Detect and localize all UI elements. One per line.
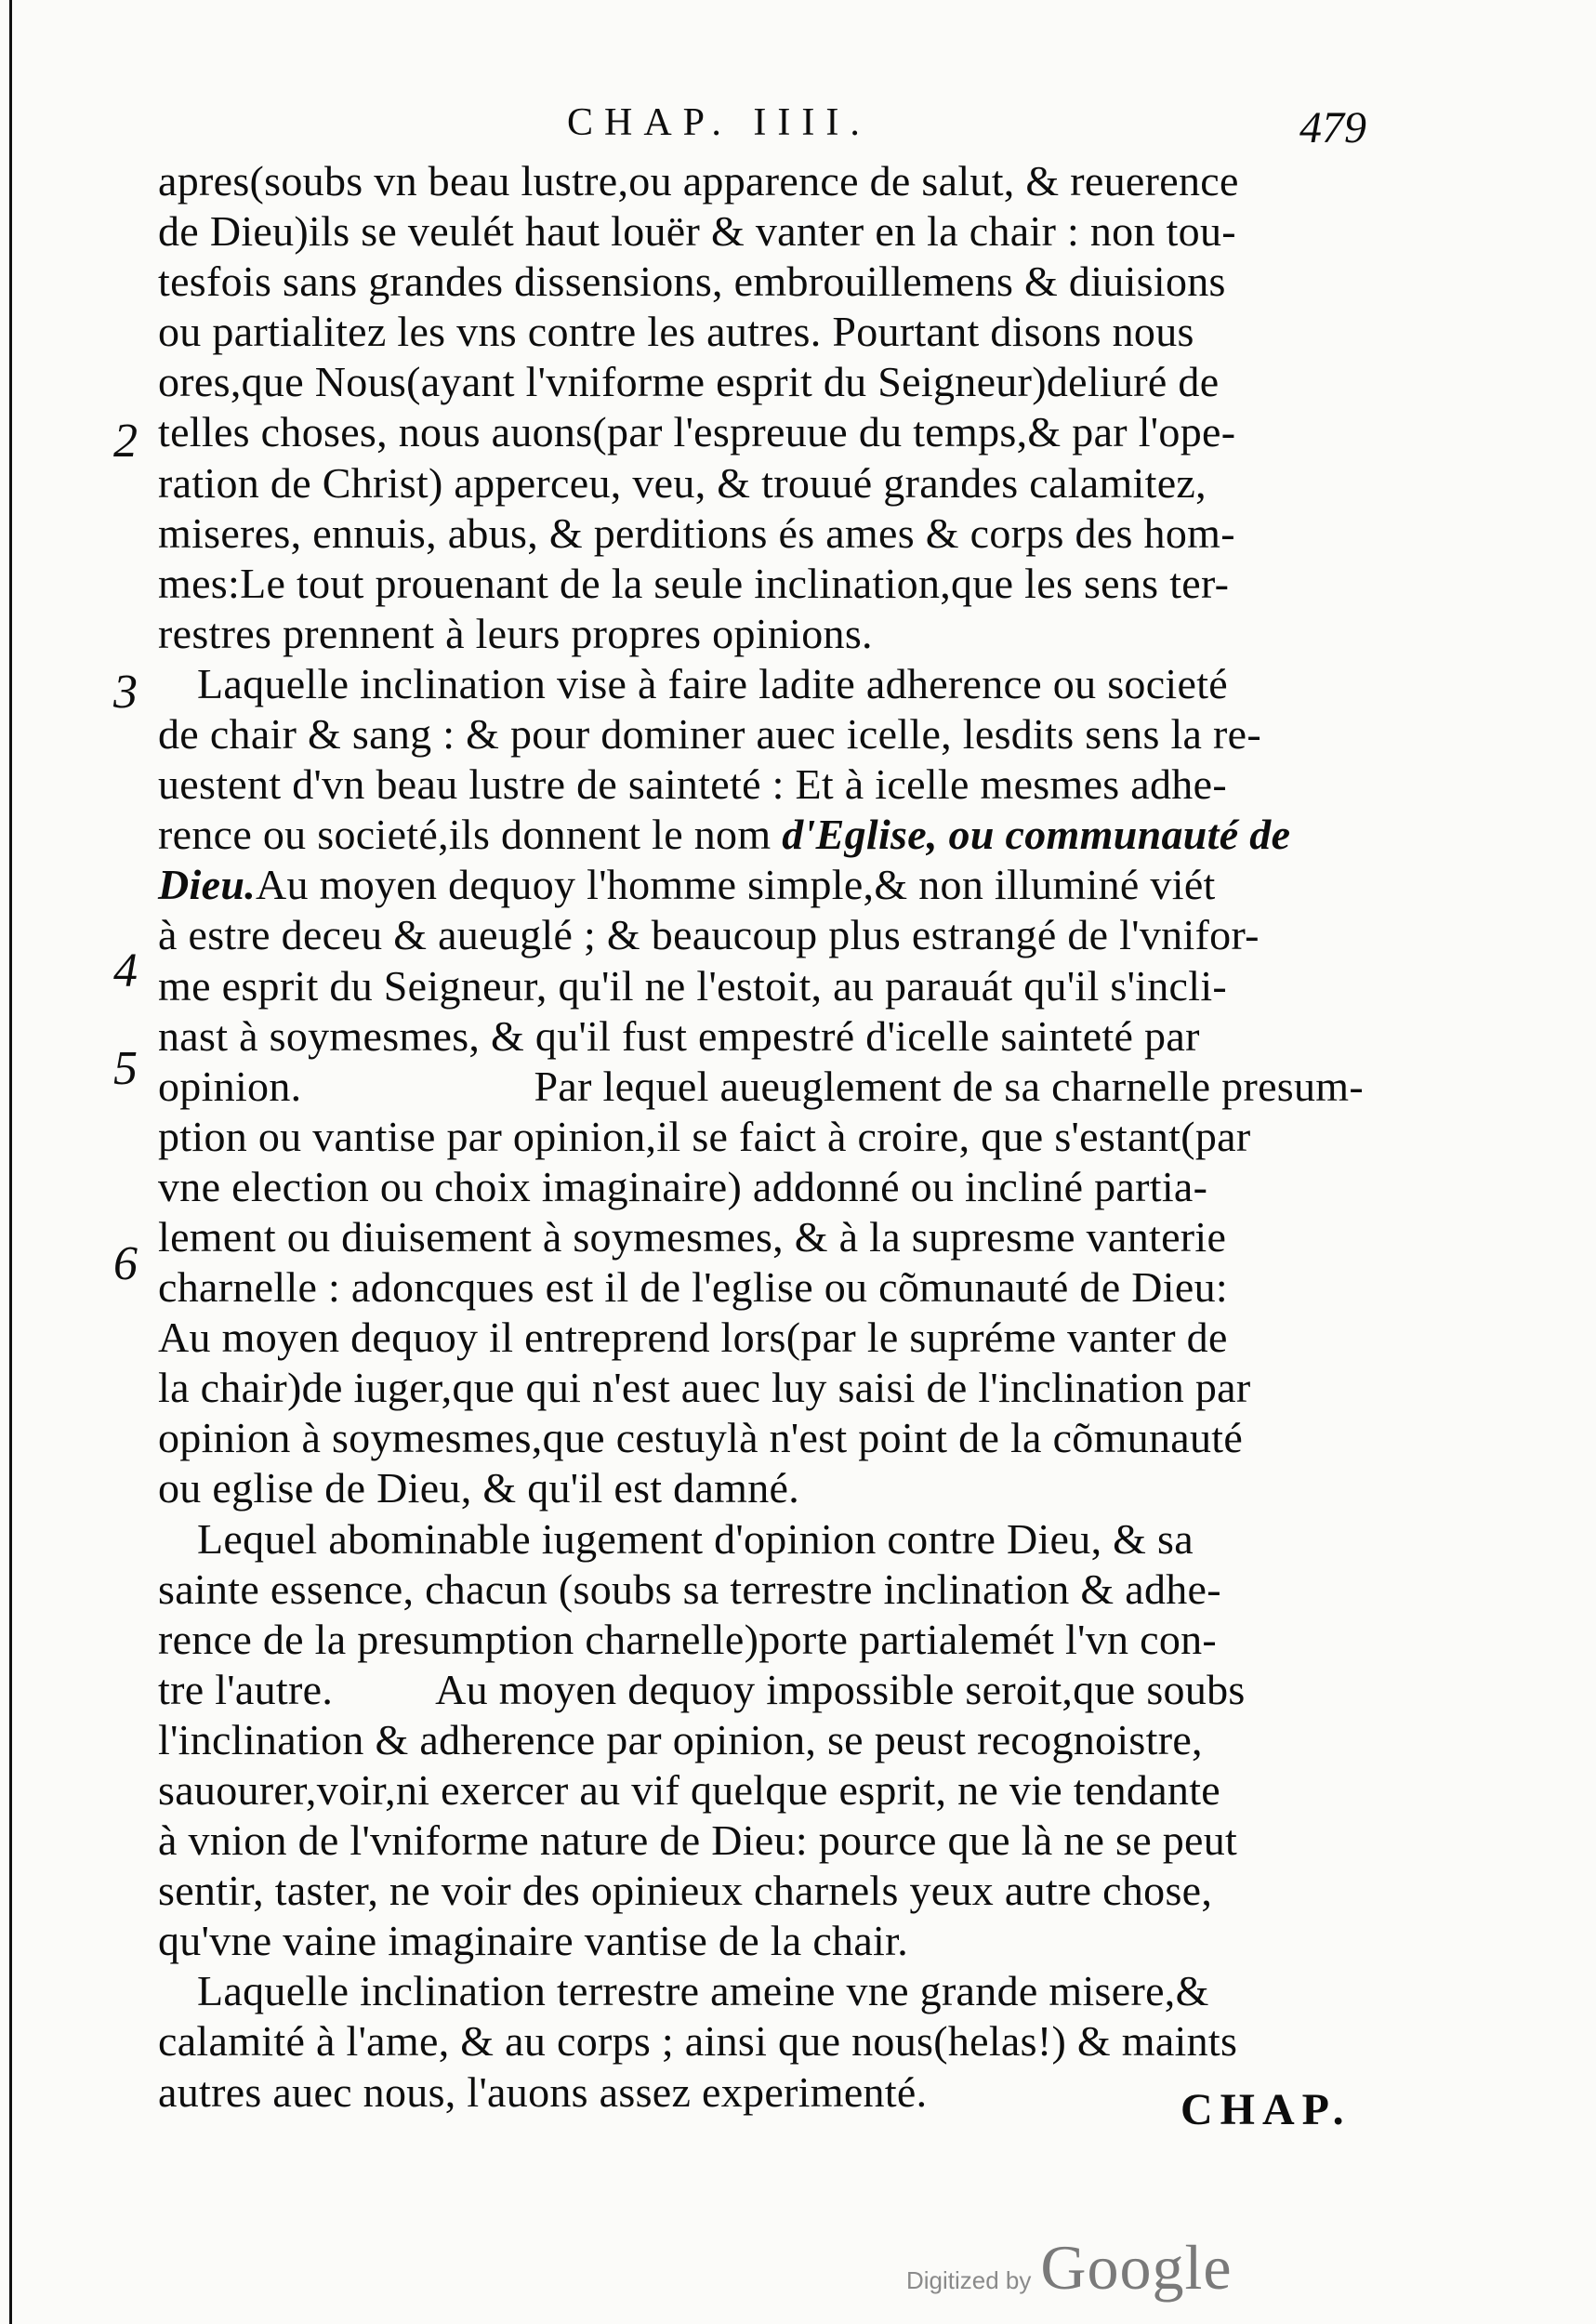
margin-number-2: 2 — [113, 415, 138, 468]
text-segment: Au moyen dequoy l'homme simple,& non illuminé viét — [256, 861, 1216, 909]
text-segment: rence ou societé,ils donnent le nom — [158, 811, 783, 859]
google-logo-text: Google — [1040, 2232, 1233, 2303]
text-line: nast à soymesmes, & qu'il fust empestré d'icelle sainteté par — [158, 1011, 1200, 1060]
text-line: tesfois sans grandes dissensions, embrouillemens & diuisions — [158, 257, 1226, 306]
digitized-by-label: Digitized by — [906, 2266, 1032, 2294]
text-line: qu'vne vaine imaginaire vantise de la chair. — [158, 1917, 909, 1965]
text-line: Laquelle inclination vise à faire ladite adherence ou societé — [197, 659, 1229, 707]
text-segment: tre l'autre. — [158, 1665, 334, 1713]
italic-phrase-dieu: Dieu. — [158, 861, 256, 909]
text-segment: Par lequel aueuglement de sa charnelle presum- — [534, 1062, 1365, 1110]
text-line: telles choses, nous auons(par l'espreuue du temps,& par l'ope- — [158, 408, 1236, 456]
text-line: apres(soubs vn beau lustre,ou apparence de salut, & reuerence — [158, 157, 1239, 205]
text-line: ou eglise de Dieu, & qu'il est damné. — [158, 1464, 800, 1512]
running-head: CHAP. IIII. — [567, 101, 871, 144]
margin-number-4: 4 — [113, 944, 138, 997]
margin-number-3: 3 — [113, 666, 138, 719]
text-line-split — [158, 1665, 1366, 1715]
text-line: à estre deceu & aueuglé ; & beaucoup plus estrangé de l'vnifor- — [158, 911, 1260, 959]
text-line: calamité à l'ame, & au corps ; ainsi que nous(helas!) & maints — [158, 2017, 1238, 2066]
digitized-watermark — [906, 2231, 1233, 2304]
text-line: sentir, taster, ne voir des opinieux charnels yeux autre chose, — [158, 1867, 1213, 1915]
text-line: restres prennent à leurs propres opinions. — [158, 609, 873, 657]
text-line: autres auec nous, l'auons assez experimenté. — [158, 2067, 928, 2116]
text-line: de chair & sang : & pour dominer auec icelle, lesdits sens la re- — [158, 710, 1261, 759]
text-line: ou partialitez les vns contre les autres. Pourtant disons nous — [158, 308, 1194, 356]
text-line: Laquelle inclination terrestre ameine vne grande misere,& — [197, 1967, 1209, 2015]
text-line: ores,que Nous(ayant l'vniforme esprit du Seigneur)deliuré de — [158, 358, 1220, 406]
text-line-with-italic — [158, 860, 1366, 910]
text-line: charnelle : adoncques est il de l'eglise ou cõmunauté de Dieu: — [158, 1263, 1228, 1312]
text-line: Lequel abominable iugement d'opinion contre Dieu, & sa — [197, 1514, 1194, 1563]
margin-number-5: 5 — [113, 1042, 138, 1095]
text-line: sainte essence, chacun (soubs sa terrestre inclination & adhe- — [158, 1565, 1221, 1613]
text-line: uestent d'vn beau lustre de sainteté : Et à icelle mesmes adhe- — [158, 760, 1227, 809]
text-line-split — [158, 1062, 1366, 1112]
text-line: me esprit du Seigneur, qu'il ne l'estoit, au parauát qu'il s'incli- — [158, 961, 1228, 1010]
text-line-with-italic — [158, 810, 1366, 860]
text-line: Au moyen dequoy il entreprend lors(par le supréme vanter de — [158, 1314, 1228, 1362]
catchword: CHAP. — [1181, 2085, 1352, 2134]
text-line: l'inclination & adherence par opinion, se peust recognoistre, — [158, 1715, 1203, 1763]
text-line: la chair)de iuger,que qui n'est auec luy saisi de l'inclination par — [158, 1364, 1251, 1412]
body-text — [158, 156, 1366, 2118]
text-segment: Au moyen dequoy impossible seroit,que soubs — [435, 1665, 1246, 1713]
text-line: mes:Le tout prouenant de la seule inclination,que les sens ter- — [158, 559, 1230, 607]
text-segment: opinion. — [158, 1062, 302, 1110]
page-number: 479 — [1299, 103, 1366, 152]
text-line: vne election ou choix imaginaire) addonné ou incliné partia- — [158, 1162, 1208, 1210]
text-line: ption ou vantise par opinion,il se faict à croire, que s'estant(par — [158, 1112, 1251, 1160]
margin-number-6: 6 — [113, 1237, 138, 1290]
italic-phrase-eglise: d'Eglise, ou communauté de — [782, 811, 1291, 859]
text-line: sauourer,voir,ni exercer au vif quelque esprit, ne vie tendante — [158, 1766, 1221, 1814]
text-line: à vnion de l'vniforme nature de Dieu: pource que là ne se peut — [158, 1816, 1238, 1865]
text-line: miseres, ennuis, abus, & perditions és ames & corps des hom- — [158, 508, 1235, 557]
text-line: de Dieu)ils se veulét haut louër & vanter en la chair : non tou- — [158, 207, 1236, 256]
text-line: ration de Christ) apperceu, veu, & trouué grandes calamitez, — [158, 458, 1207, 507]
text-line: lement ou diuisement à soymesmes, & à la supresme vanterie — [158, 1212, 1227, 1261]
text-line: opinion à soymesmes,que cestuylà n'est point de la cõmunauté — [158, 1414, 1244, 1462]
page-edge-rule — [9, 0, 12, 2324]
text-line: rence de la presumption charnelle)porte partialemét l'vn con- — [158, 1615, 1218, 1663]
